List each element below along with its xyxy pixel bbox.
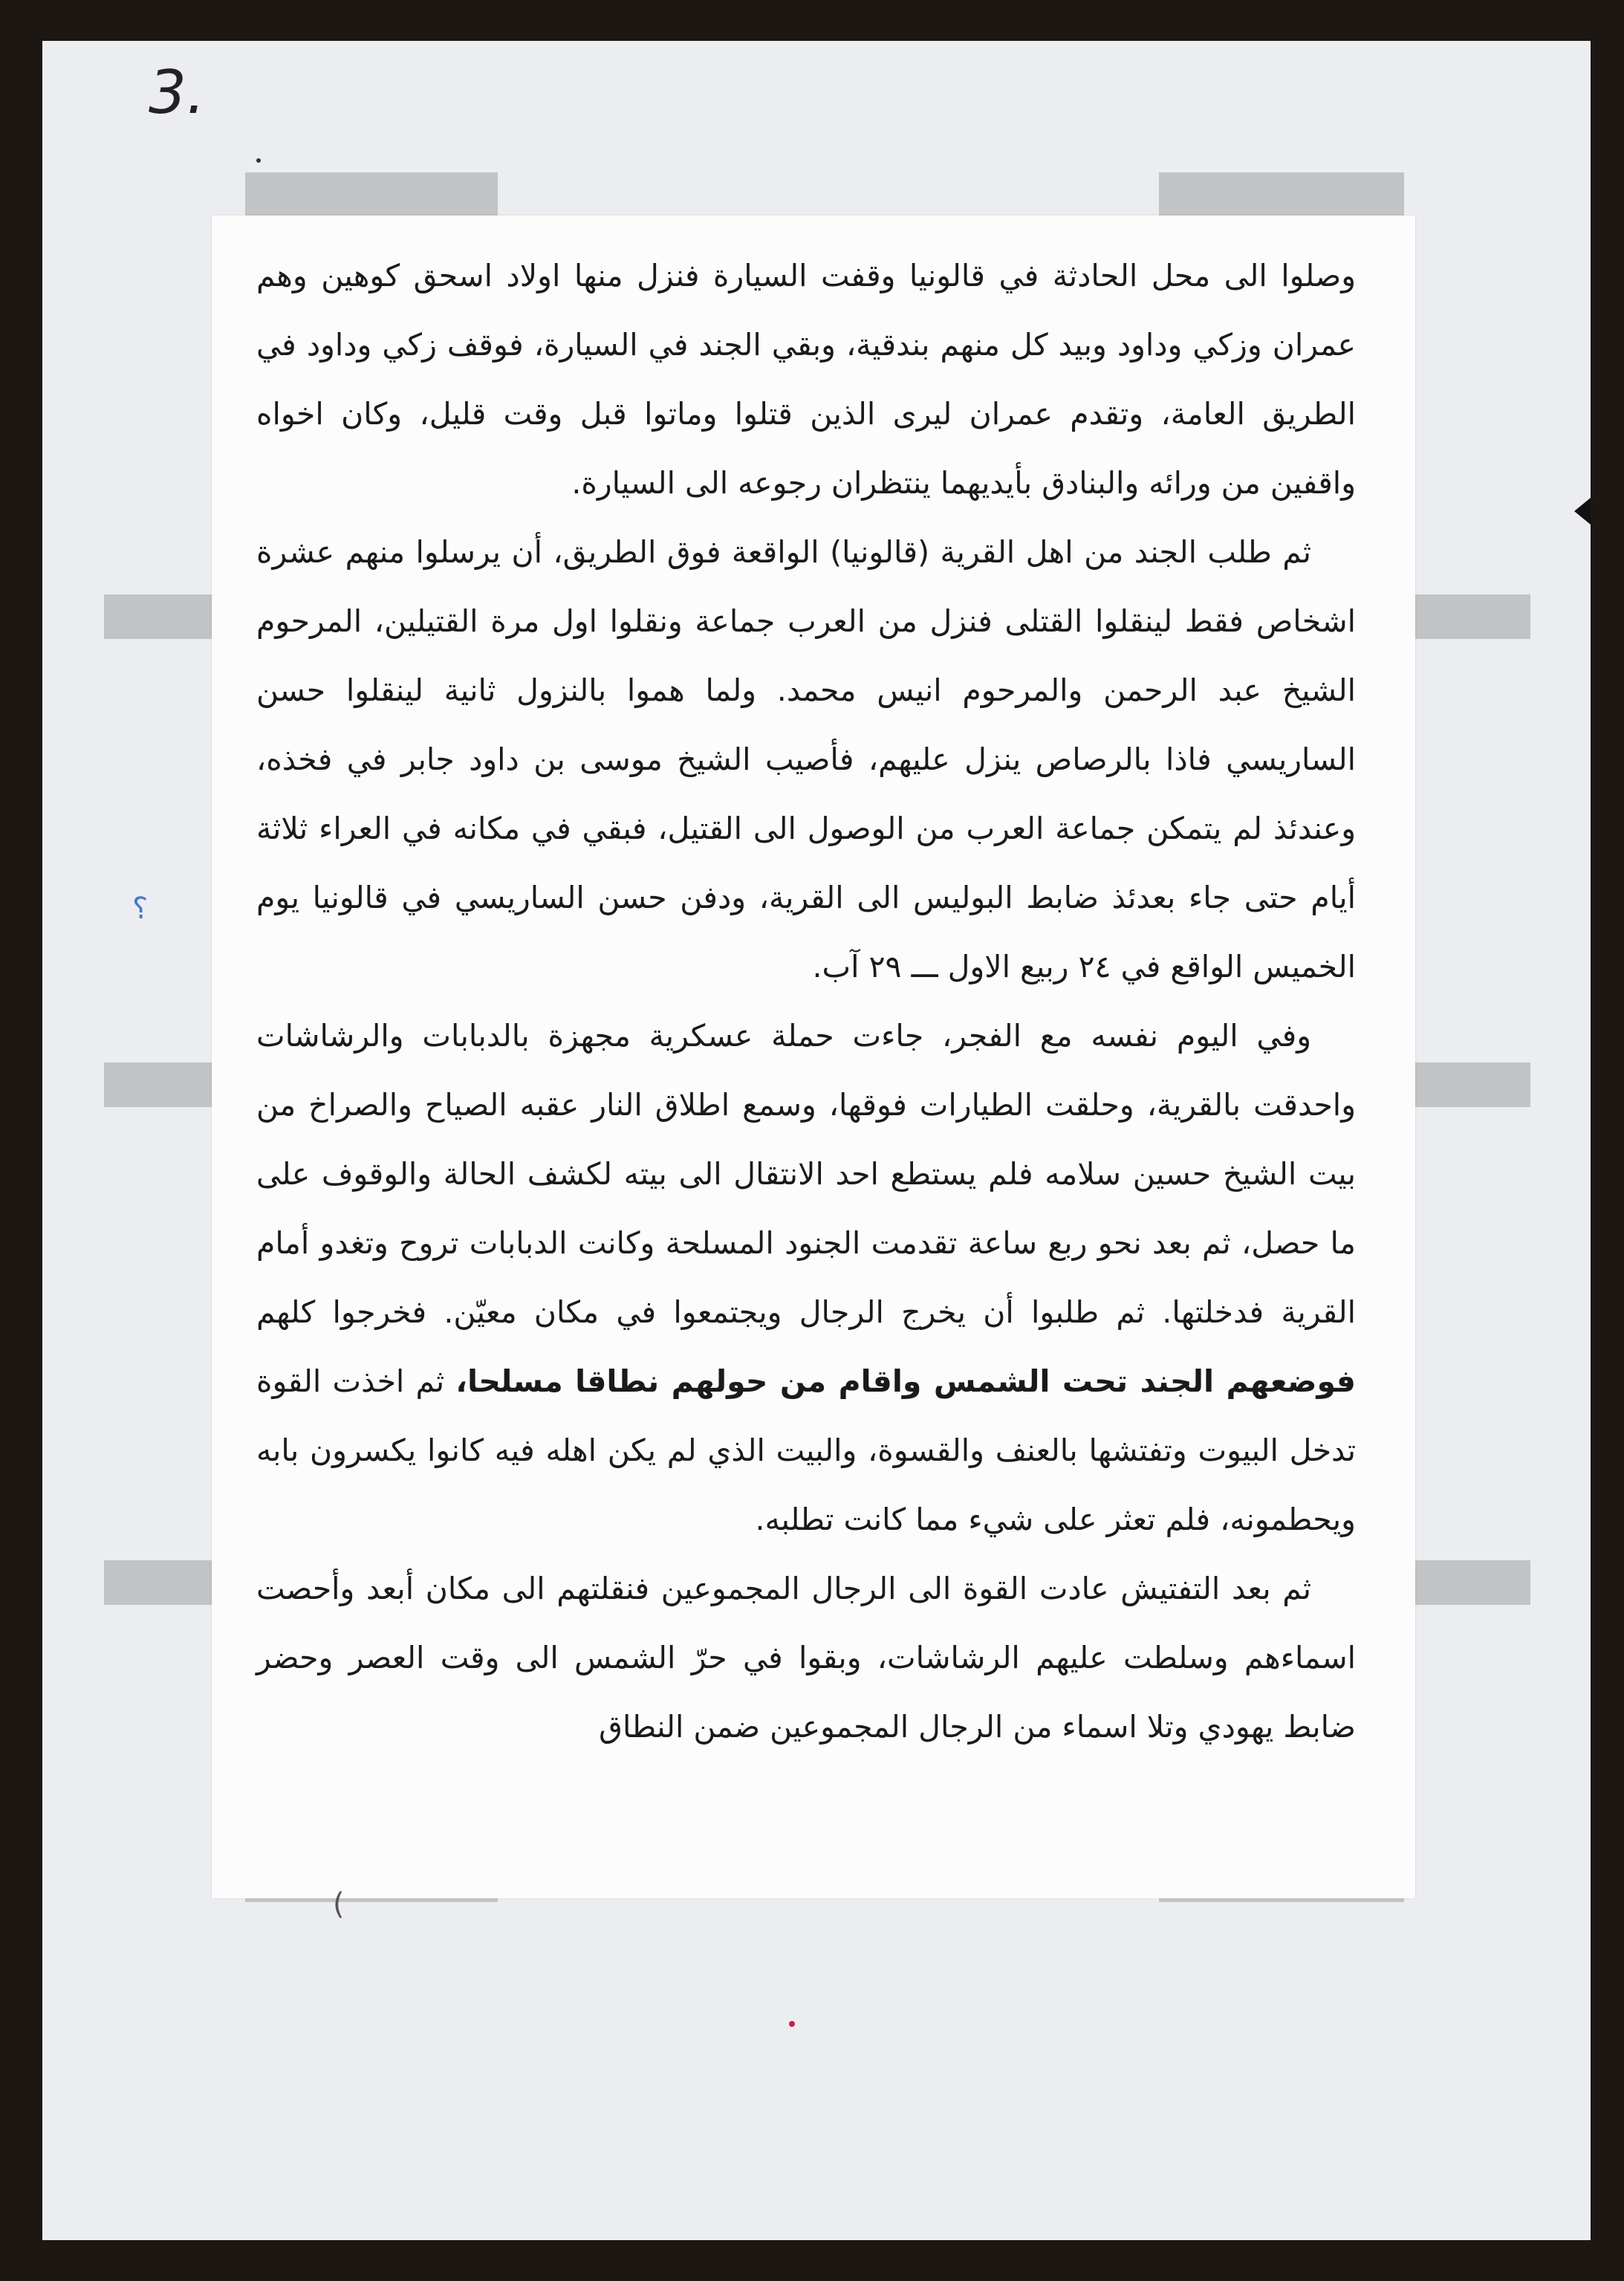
edge-marker	[1574, 498, 1591, 525]
paragraph-3-text-start: وفي اليوم نفسه مع الفجر، جاءت حملة عسكرية مجهزة بالدبابات والرشاشات واحدقت بالقرية، وحلقت الطيارات فوقها، وسمع اطلاق النار عقبه الصياح والصراخ من بيت الشيخ حسين سلامه فلم يستطع احد الانتقال الى بيته لكشف الحالة والوقوف على ما حصل، ثم بعد نحو ربع ساعة تقدمت الجنود المسلحة وكانت الدبابات تروح وتغدو أمام القرية فدخلتها. ثم طلبوا أن يخرج الرجال ويجتمعوا في مكان معيّن. فخرجوا كلهم	[256, 1018, 1356, 1330]
margin-annotation: ؟	[132, 892, 149, 926]
pencil-annotation: (	[333, 1887, 345, 1921]
paragraph-3-text-end: ثم اخذت القوة تدخل البيوت وتفتشها بالعنف والقسوة، والبيت الذي لم يكن اهله فيه كانوا يكسرون بابه ويحطمونه، فلم تعثر على شيء مما كانت تطلبه.	[256, 1363, 1356, 1537]
paragraph-2: ثم طلب الجند من اهل القرية (قالونيا) الواقعة فوق الطريق، أن يرسلوا منهم عشرة اشخاص فقط لينقلوا القتلى فنزل من العرب جماعة ونقلوا اول مرة القتيلين، المرحوم الشيخ عبد الرحمن والمرحوم انيس محمد. ولما هموا بالنزول ثانية لينقلوا حسن الساريسي فاذا بالرصاص ينزل عليهم، فأصيب الشيخ موسى بن داود جابر في فخذه، وعندئذ لم يتمكن جماعة العرب من الوصول الى القتيل، فبقي في مكانه في العراء ثلاثة أيام حتى جاء بعدئذ ضابط البوليس الى القرية، ودفن حسن الساريسي في قالونيا يوم الخميس الواقع في ٢٤ ربيع الاول ـــ ٢٩ آب.	[256, 534, 1356, 984]
paragraph-1: وصلوا الى محل الحادثة في قالونيا وقفت السيارة فنزل منها اولاد اسحق كوهين وهم عمران وزكي وداود وبيد كل منهم بندقية، وبقي الجند في السيارة، فوقف زكي وداود في الطريق العامة، وتقدم عمران ليرى الذين قتلوا وماتوا قبل وقت قليل، وكان اخواه واقفين من ورائه والبنادق بأيديهما ينتظران رجوعه الى السيارة.	[256, 258, 1356, 501]
tape-strip-right-upper	[1397, 594, 1530, 639]
paragraph-4: ثم بعد التفتيش عادت القوة الى الرجال المجموعين فنقلتهم الى مكان أبعد وأحصت اسماءهم وسلطت عليهم الرشاشات، وبقوا في حرّ الشمس الى وقت العصر وحضر ضابط يهودي وتلا اسماء من الرجال المجموعين ضمن النطاق	[256, 1571, 1356, 1745]
paragraph-3	[256, 1002, 1356, 1554]
handwritten-page-number: 3.	[149, 58, 206, 127]
document-body	[256, 241, 1356, 1762]
red-ink-dot	[789, 2021, 795, 2027]
ink-dot	[256, 158, 261, 163]
tape-strip-right-mid	[1397, 1062, 1530, 1107]
paragraph-3-bold-phrase: فوضعهم الجند تحت الشمس واقام من حولهم نطاقا مسلحا،	[455, 1363, 1357, 1399]
tape-strip-right-lower	[1397, 1560, 1530, 1605]
